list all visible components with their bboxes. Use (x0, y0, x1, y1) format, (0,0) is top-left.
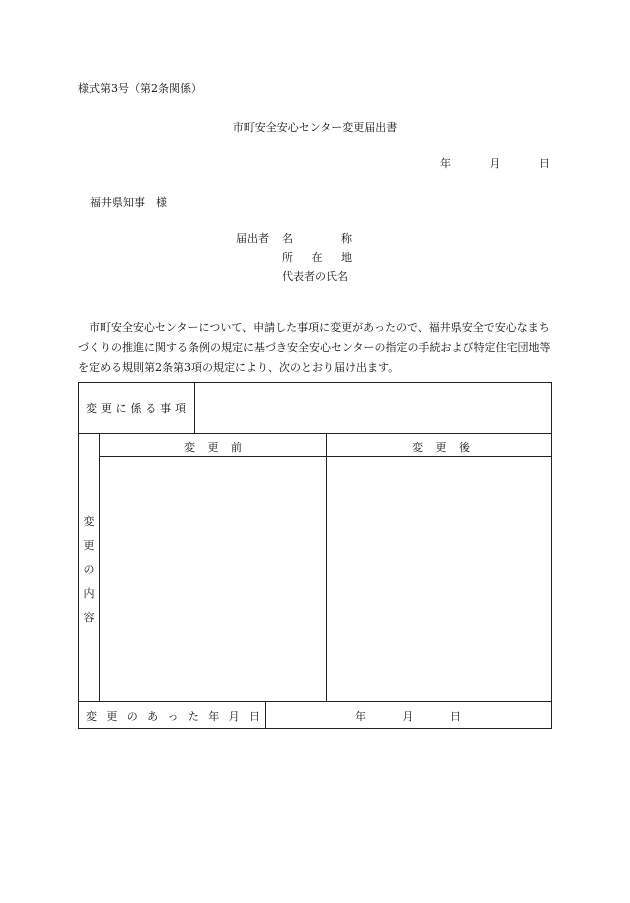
change-content-label: 変 更 の 内 容 (83, 515, 95, 624)
applicant-block (236, 229, 352, 286)
addressee: 福井県知事 様 (90, 196, 167, 209)
body-paragraph: 市町安全安心センターについて、申請した事項に変更があったので、福井県安全で安心なまちづくりの推進に関する条例の規定に基づき安全安心センターの指定の手続および特定住宅団地等を定める規則第2条第3項の規定により、次のとおり届け出ます。 (78, 321, 551, 374)
applicant-name-label (282, 229, 352, 248)
submission-date (440, 155, 550, 171)
change-matter-value[interactable] (196, 384, 550, 432)
name-char: 名 (282, 232, 293, 245)
day-label: 日 (539, 157, 550, 170)
document-title: 市町安全安心センター変更届出書 (232, 121, 398, 134)
change-date-value[interactable]: 年 月 日 (355, 710, 461, 723)
before-content-area[interactable] (100, 457, 325, 700)
form-number: 様式第3号（第2条関係） (78, 82, 202, 95)
applicant-address-label (282, 248, 352, 267)
year-label: 年 (440, 157, 451, 170)
before-header: 変 更 前 (184, 441, 242, 454)
address-char: 所 (282, 251, 293, 264)
applicant-label: 届出者 (236, 232, 269, 245)
name-char: 称 (341, 232, 352, 245)
change-matter-label: 変 更 に 係 る 事 項 (86, 402, 186, 415)
address-char: 在 (311, 251, 323, 264)
representative-name-label: 代表者の氏名 (282, 270, 348, 283)
after-header: 変 更 後 (412, 441, 470, 454)
change-date-label: 変 更 の あ っ た 年 月 日 (86, 710, 260, 723)
month-label: 月 (489, 157, 501, 170)
address-char: 地 (341, 251, 352, 264)
after-content-area[interactable] (327, 457, 550, 700)
change-table (78, 382, 552, 729)
